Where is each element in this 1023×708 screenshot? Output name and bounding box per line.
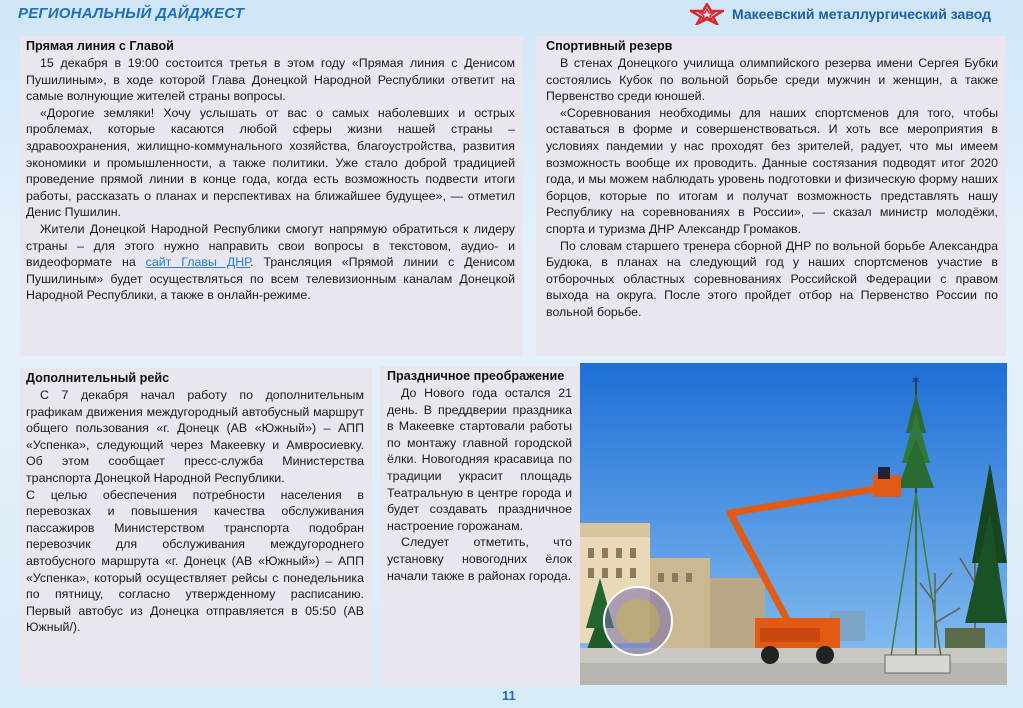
christmas-tree-installation-photo: [580, 363, 1007, 685]
article-paragraph: 15 декабря в 19:00 состоится третья в этом году «Прямая линия с Денисом Пушилиным», в ходе которой Глава Донецкой Народной Республики ответит на самые волнующие жителей страны вопросы.: [26, 56, 515, 104]
star-logo-icon: [690, 3, 724, 25]
article-paragraph: «Соревнования необходимы для наших спортсменов для того, чтобы оставаться в форме и совершенствоваться. И хоть все мероприятия в условиях пандемии у нас проходят без зрителей, радует, что мы имеем возможность вообще их проводить. Данные состязания подводят итог 2020 года, и мы можем наблюдать уровень подготовки и физическую форму наших борцов, которые по итогам и получат возможность представлять нашу Республику на соревнованиях в России», — сказал министр молодёжи, спорта и туризма ДНР Александр Громаков.: [546, 105, 998, 236]
article-festive: [380, 366, 580, 686]
article-title: Праздничное преображение: [387, 369, 565, 383]
article-title: Спортивный резерв: [546, 39, 673, 53]
article-paragraph: [26, 221, 515, 304]
page-header: [0, 0, 1023, 28]
article-title: Дополнительный рейс: [26, 371, 170, 385]
paragraph-text: Жители Донецкой Народной Республики смогут напрямую обратиться к лидеру страны – для этого нужно направить свои вопросы в текстовом, аудио- и видеоформате на: [26, 221, 515, 270]
article-paragraph: Следует отметить, что установку новогодних ёлок начали также в районах города.: [387, 535, 572, 583]
article-paragraph: В стенах Донецкого училища олимпийского резерва имени Сергея Бубки состоялись Кубок по вольной борьбе среди мужчин и женщин, а также Первенство среди юношей.: [546, 56, 998, 104]
article-paragraph: С 7 декабря начал работу по дополнительным графикам движения междугородный автобусный маршрут общего пользования «г. Донецк (АВ «Южный») – АПП «Успенка», следующий через Макеевку и Амвросиевку. Об этом сообщает пресс-служба Министерства транспорта Донецкой Народной Республики.: [26, 388, 364, 485]
article-paragraph: До Нового года остался 21 день. В преддверии праздника в Макеевке стартовали работы по монтажу главной городской ёлки. Новогодняя красавица по традиции украсит площадь Театральную в центре города и будет создавать праздничное настроение горожанам.: [387, 386, 572, 533]
article-direct-line: [20, 36, 523, 356]
article-paragraph: По словам старшего тренера сборной ДНР по вольной борьбе Александра Будюка, в планах на следующий год у наших спортсменов участие в отборочных областных соревнованиях Российской Федерации с правом выхода на округа. После этого пройдет отбор на Первенство России по вольной борьбе.: [546, 238, 998, 319]
article-paragraph: «Дорогие земляки! Хочу услышать от вас о самых наболевших и острых проблемах, которые касаются любой сферы жизни нашей страны – здравоохранения, жилищно-коммунального хозяйства, благоустройства, развития экономики и промышленности, а также политики. Уже стало доброй традицией проведение прямой линии в конце года, когда есть возможность подвести итоги работы, рассказать о планах и перспективах на ближайшее будущее», — отметил Денис Пушилин.: [26, 105, 515, 220]
page-number: 11: [502, 688, 516, 703]
paragraph-text: . Трансляция «Прямой линии с Денисом Пушилиным» будет осуществляться по всем телевизионным каналам Донецкой Народной Республики, а также в онлайн-режиме.: [26, 255, 515, 303]
company-name: Макеевский металлургический завод: [732, 6, 992, 22]
svg-text:✶: ✶: [910, 373, 922, 389]
article-extra-route: [20, 368, 372, 686]
dnr-head-site-link[interactable]: сайт Главы ДНР: [145, 255, 251, 270]
section-title: РЕГИОНАЛЬНЫЙ ДАЙДЖЕСТ: [18, 5, 245, 22]
article-sport-reserve: [536, 36, 1006, 356]
article-title: Прямая линия с Главой: [26, 39, 174, 53]
article-paragraph: С целью обеспечения потребности населения в перевозках и повышения качества обслуживания пассажиров Министерством транспорта подобран перевозчик для обслуживания междугороднего автобусного маршрута «г. Донецк (АВ «Южный») – АПП «Успенка», который осуществляет рейсы с понедельника по пятницу, согласно утвержденному расписанию. Первый автобус из Донецка отправляется в 05:50 (АВ Южный/).: [26, 487, 364, 635]
